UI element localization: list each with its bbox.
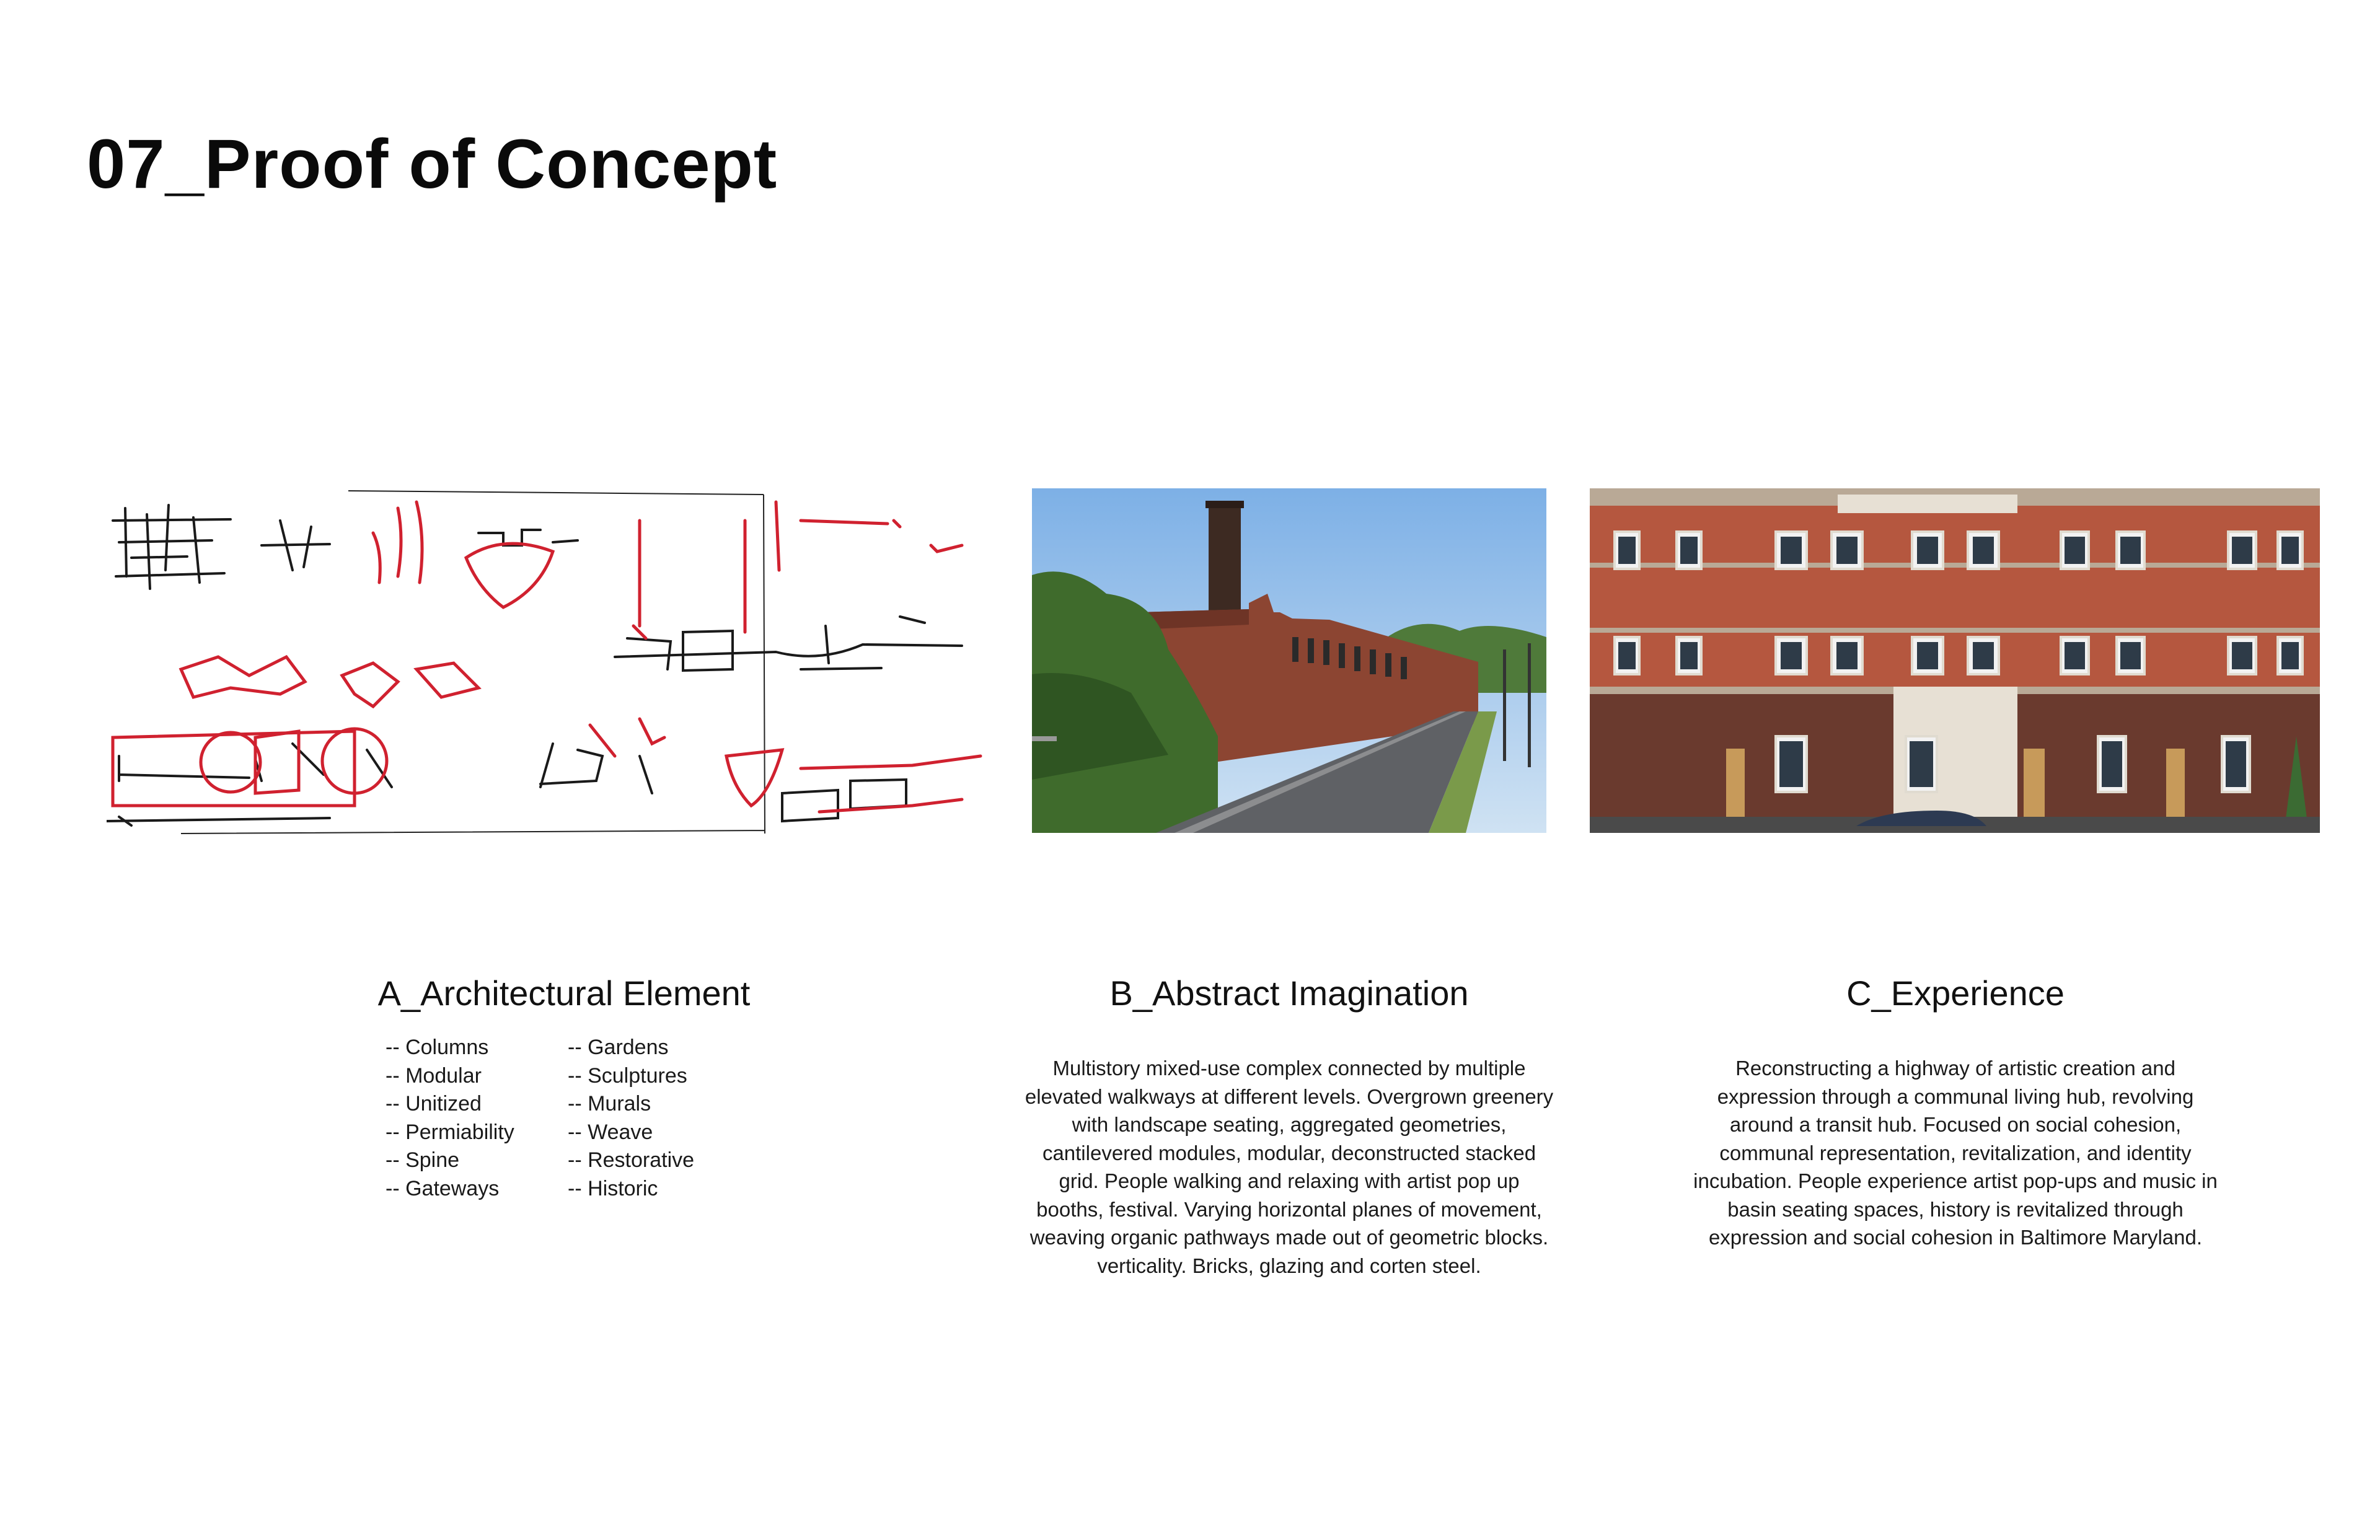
- list-item: -- Gardens: [568, 1036, 669, 1059]
- list-item: -- Permiability: [386, 1120, 514, 1144]
- rowhouses-photo-drawing: [1590, 488, 2320, 833]
- list-item: -- Historic: [568, 1176, 658, 1200]
- sketch-drawing: [107, 483, 993, 843]
- mill-photo-drawing: [1032, 488, 1546, 833]
- element-list-left: [386, 1034, 514, 1203]
- baltimore-rowhouses-photo: [1590, 488, 2320, 833]
- section-a-heading: A_Architectural Element: [377, 974, 751, 1013]
- section-b-heading: B_Abstract Imagination: [1109, 974, 1469, 1013]
- list-item: -- Gateways: [386, 1176, 500, 1200]
- list-item: -- Weave: [568, 1120, 653, 1144]
- list-item: -- Columns: [386, 1036, 489, 1059]
- element-list-right: [568, 1034, 694, 1203]
- list-item: -- Sculptures: [568, 1063, 687, 1088]
- concept-sketch: [107, 483, 993, 843]
- brick-mill-building-photo: [1032, 488, 1546, 833]
- list-item: -- Modular: [386, 1063, 482, 1088]
- list-item: -- Unitized: [386, 1092, 482, 1115]
- page-title: 07_Proof of Concept: [87, 125, 778, 203]
- section-b-text: Multistory mixed-use complex connected by multiple elevated walkways at different levels. Overgrown greenery with landscape seating, aggregated geometries, cantilevered modules, modular, deconstructed stacked grid. People walking and relaxing with artist pop up booths, festival. Varying horizontal planes of movement, weaving organic pathways made out of geometric blocks. verticality. Bricks, glazing and corten steel.: [1025, 1057, 1554, 1277]
- list-item: -- Restorative: [568, 1148, 695, 1172]
- section-c-text: Reconstructing a highway of artistic creation and expression through a communal living hub, revolving around a transit hub. Focused on social cohesion, communal representation, revitalization, and identity incubation. People experience artist pop-ups and music in basin seating spaces, history is revitalized through expression and social cohesion in Baltimore Maryland.: [1693, 1057, 2218, 1249]
- list-item: -- Spine: [386, 1148, 460, 1172]
- list-item: -- Murals: [568, 1092, 651, 1115]
- section-c-heading: C_Experience: [1846, 974, 2065, 1013]
